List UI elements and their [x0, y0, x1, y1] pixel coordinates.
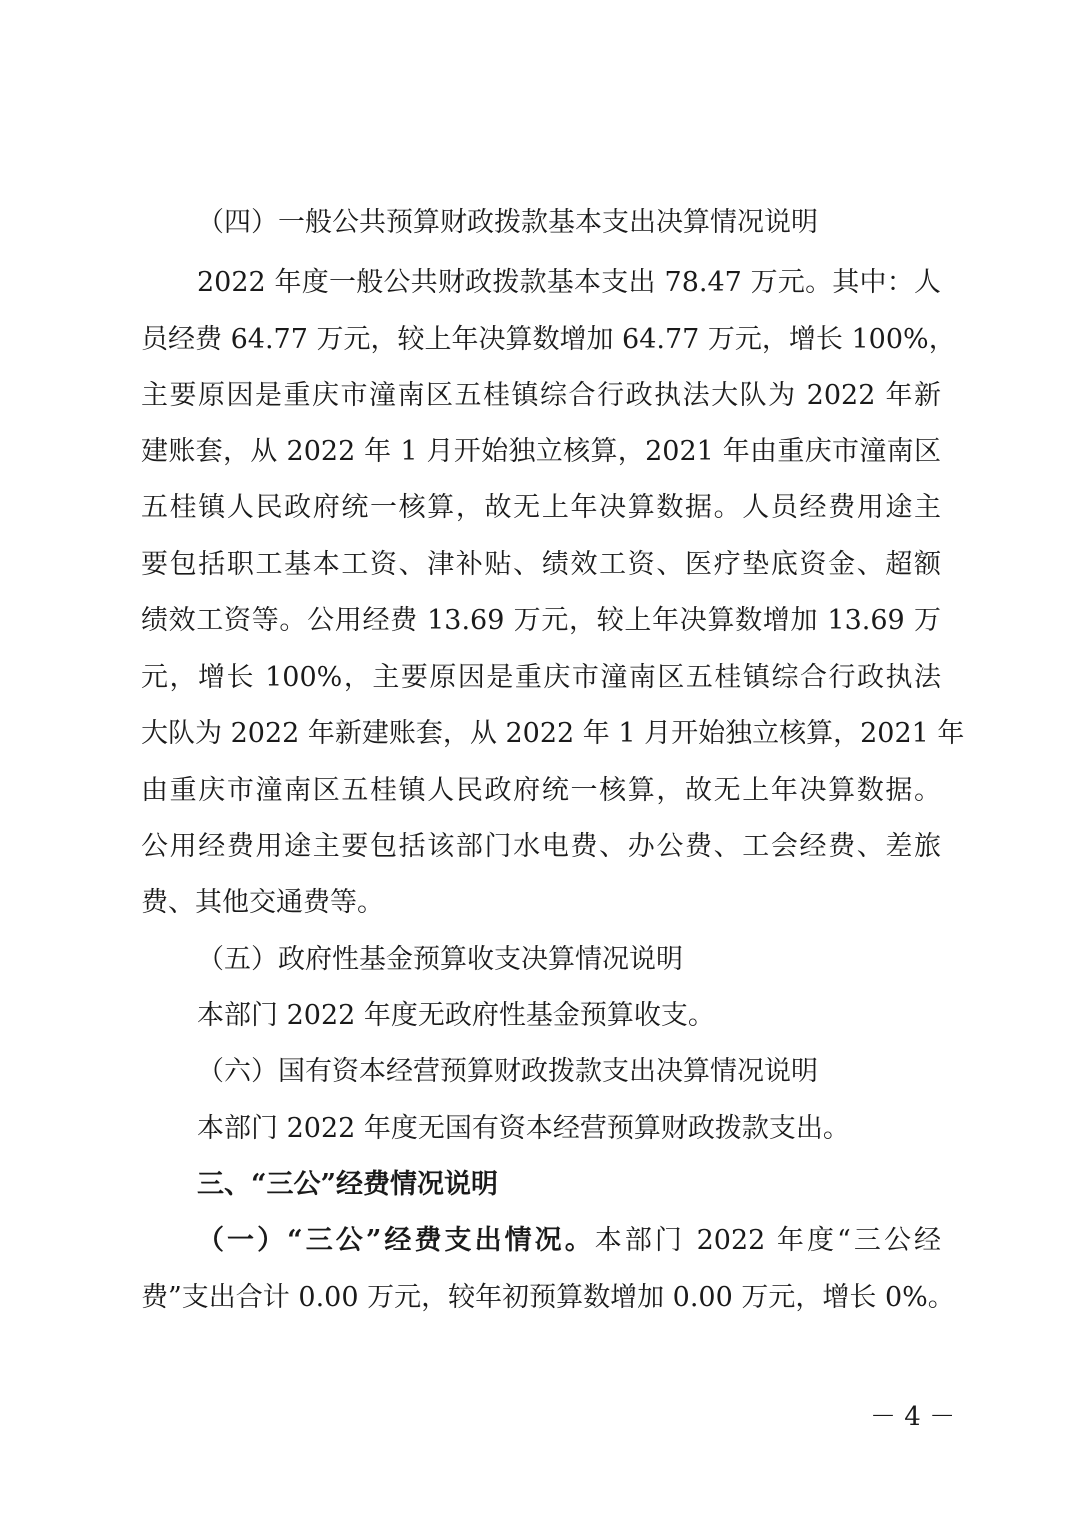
- subsection-one-line-2: 费”支出合计 0.00 万元，较年初预算数增加 0.00 万元，增长 0%。: [141, 1282, 955, 1313]
- paragraph-line: 五桂镇人民政府统一核算，故无上年决算数据。人员经费用途主: [141, 492, 941, 523]
- paragraph-line: 建账套，从 2022 年 1 月开始独立核算，2021 年由重庆市潼南区: [141, 436, 941, 467]
- paragraph-line: 费、其他交通费等。: [141, 887, 384, 918]
- paragraph-line: 员经费 64.77 万元，较上年决算数增加 64.77 万元，增长 100%，: [141, 324, 956, 355]
- paragraph-line: 由重庆市潼南区五桂镇人民政府统一核算，故无上年决算数据。: [141, 775, 941, 806]
- section-five-heading: （五）政府性基金预算收支决算情况说明: [197, 944, 683, 975]
- page-number: － 4 －: [870, 1402, 956, 1432]
- paragraph-line: 主要原因是重庆市潼南区五桂镇综合行政执法大队为 2022 年新: [141, 380, 941, 411]
- section-four-heading: （四）一般公共预算财政拨款基本支出决算情况说明: [197, 207, 818, 238]
- section-six-text: 本部门 2022 年度无国有资本经营预算财政拨款支出。: [197, 1113, 850, 1144]
- paragraph-line: 要包括职工基本工资、津补贴、绩效工资、医疗垫底资金、超额: [141, 549, 941, 580]
- subsection-one-line: [197, 1221, 941, 1261]
- paragraph-line: 2022 年度一般公共财政拨款基本支出 78.47 万元。其中：人: [197, 267, 941, 298]
- section-five-text: 本部门 2022 年度无政府性基金预算收支。: [197, 1000, 715, 1031]
- paragraph-line: 公用经费用途主要包括该部门水电费、办公费、工会经费、差旅: [141, 831, 941, 862]
- subsection-one-text: 本部门 2022 年度“三公经: [594, 1225, 941, 1256]
- paragraph-line: 元，增长 100%，主要原因是重庆市潼南区五桂镇综合行政执法: [141, 662, 941, 693]
- section-six-heading: （六）国有资本经营预算财政拨款支出决算情况说明: [197, 1056, 818, 1087]
- part-three-heading: 三、“三公”经费情况说明: [197, 1169, 499, 1200]
- subsection-one-title: （一）“三公”经费支出情况。: [197, 1225, 595, 1256]
- paragraph-line: 绩效工资等。公用经费 13.69 万元，较上年决算数增加 13.69 万: [141, 605, 941, 636]
- paragraph-line: 大队为 2022 年新建账套，从 2022 年 1 月开始独立核算，2021 年: [141, 718, 965, 749]
